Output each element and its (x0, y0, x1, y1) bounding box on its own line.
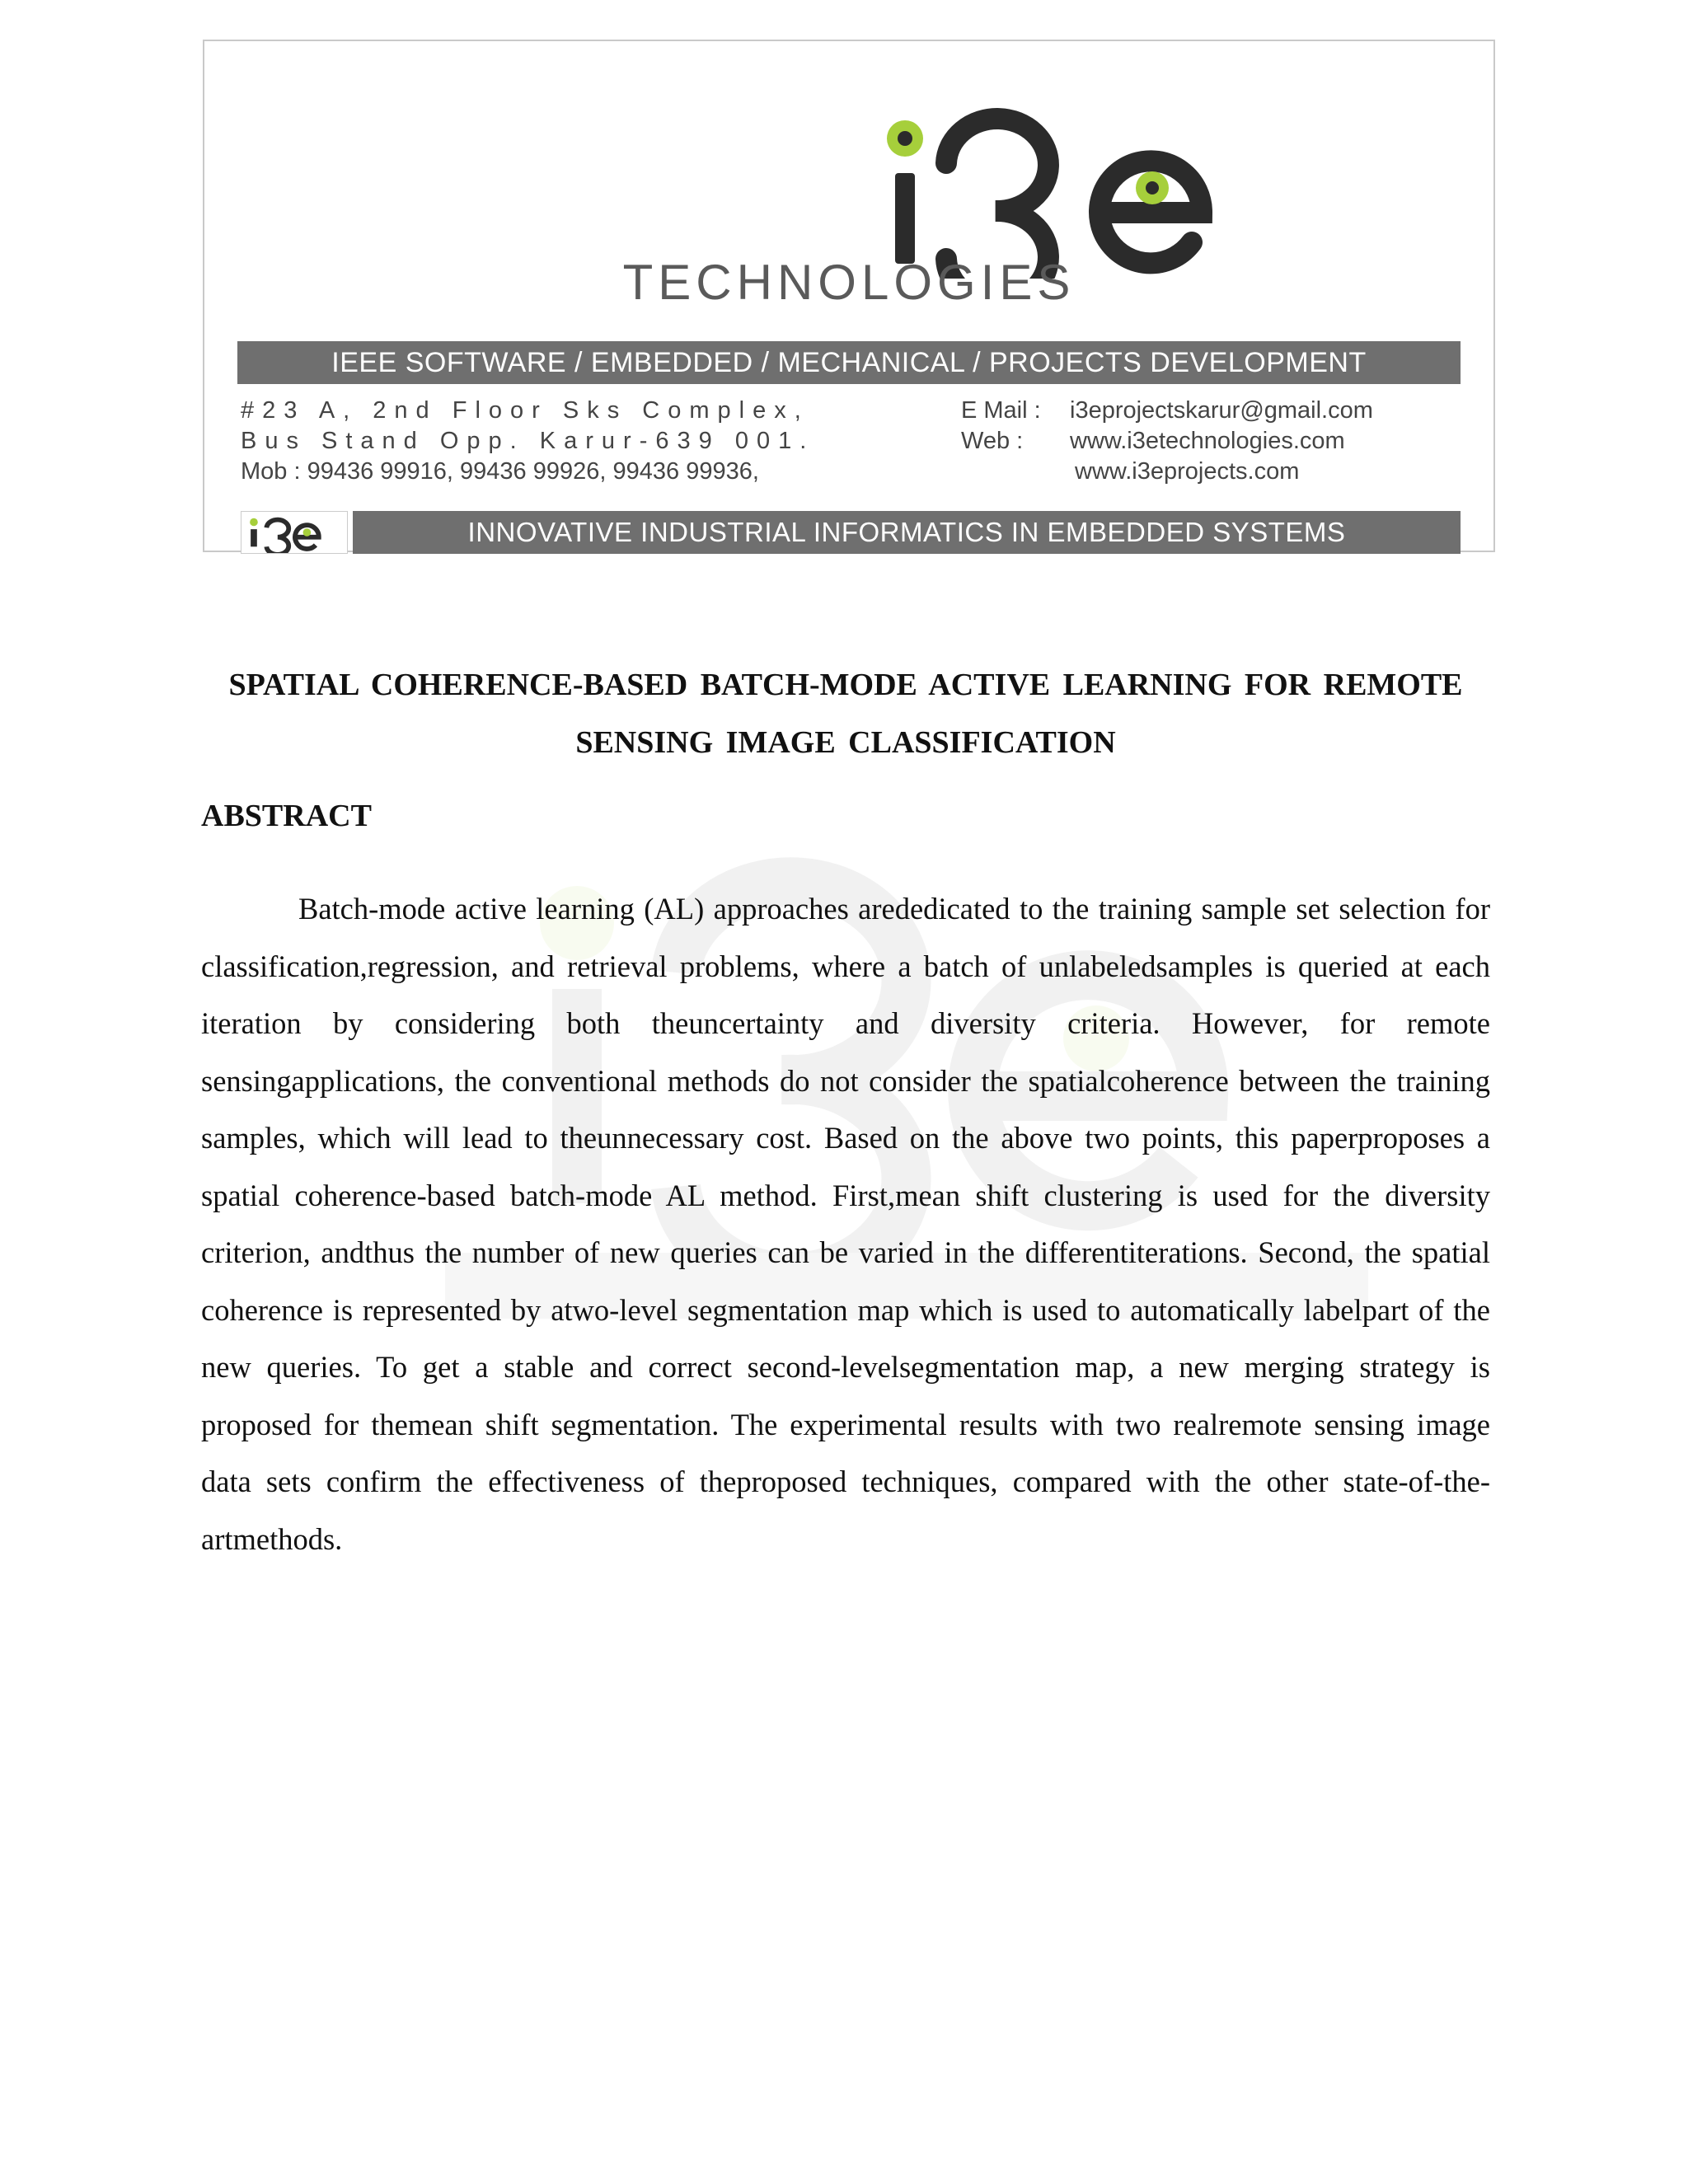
paper-title-line-2: SENSING IMAGE CLASSIFICATION (575, 725, 1116, 760)
i3e-mini-logo-icon (241, 511, 348, 554)
web-label: Web : (961, 428, 1024, 454)
tagline-bar: INNOVATIVE INDUSTRIAL INFORMATICS IN EMBEDDED SYSTEMS (353, 511, 1461, 554)
address-line-1: #23 A, 2nd Floor Sks Complex, (241, 397, 809, 424)
company-address (241, 396, 814, 487)
address-line-2: Bus Stand Opp. Karur-639 001. (241, 428, 815, 454)
tagline-row (241, 511, 1461, 554)
abstract-heading: ABSTRACT (201, 799, 372, 833)
phone-numbers: Mob : 99436 99916, 99436 99926, 99436 99936, (241, 458, 759, 485)
company-name: TECHNOLOGIES (622, 255, 1076, 310)
paper-title (201, 656, 1490, 771)
paper-title-line-1: SPATIAL COHERENCE-BASED BATCH-MODE ACTIVE LEARNING FOR REMOTE (228, 668, 1463, 702)
company-header-banner (203, 40, 1495, 552)
website-url-1: www.i3etechnologies.com (1070, 428, 1345, 454)
email-address: i3eprojectskarur@gmail.com (1070, 397, 1373, 424)
company-contact (961, 396, 1373, 487)
email-label: E Mail : (961, 397, 1041, 424)
website-url-2: www.i3eprojects.com (1075, 458, 1300, 485)
i3e-logo-icon (856, 81, 1268, 279)
development-services-bar: IEEE SOFTWARE / EMBEDDED / MECHANICAL / PROJECTS DEVELOPMENT (237, 341, 1461, 384)
abstract-text: Batch-mode active learning (AL) approaches arededicated to the training sample set selection for classification,regression, and retrieval problems, where a batch of unlabeledsamples is queried at each iteration by considering both theuncertainty and diversity criteria. However, for remote sensingapplications, the conventional methods do not consider the spatialcoherence between the training samples, which will lead to theunnecessary cost. Based on the above two points, this paperproposes a spatial coherence-based batch-mode AL method. First,mean shift clustering is used for the diversity criterion, andthus the number of new queries can be varied in the differentiterations. Second, the spatial coherence is represented by atwo-level segmentation map which is used to automatically labelpart of the new queries. To get a stable and correct second-levelsegmentation map, a new merging strategy is proposed for themean shift segmentation. The experimental results with two realremote sensing image data sets confirm the effectiveness of theproposed techniques, compared with the other state-of-the-artmethods. (201, 892, 1490, 1556)
